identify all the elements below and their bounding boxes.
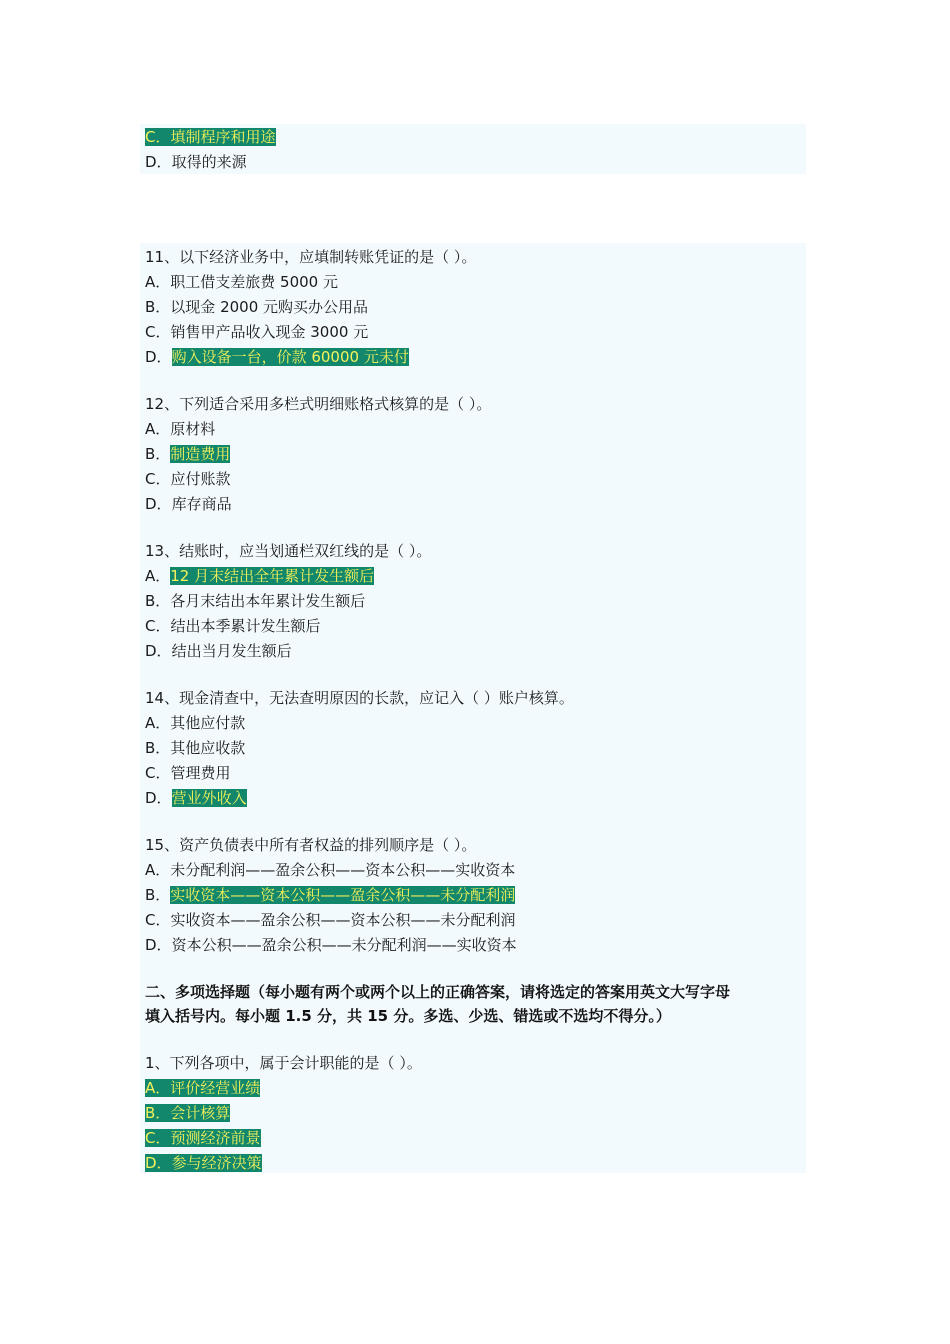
option-prefix: D． bbox=[145, 495, 172, 513]
option-text: 资本公积——盈余公积——未分配利润——实收资本 bbox=[171, 936, 517, 954]
option-prefix: B． bbox=[145, 1104, 171, 1122]
question-13: 13、结账时，应当划通栏双红线的是（ ）。 bbox=[145, 542, 432, 560]
q11-option-c bbox=[145, 320, 368, 344]
q12-option-d bbox=[145, 492, 232, 516]
option-d-top bbox=[145, 150, 247, 174]
q15-option-d bbox=[145, 933, 517, 957]
option-prefix: C． bbox=[145, 128, 171, 146]
answer-highlight: 实收资本——资本公积——盈余公积——未分配利润 bbox=[170, 886, 516, 904]
question-14: 14、现金清查中，无法查明原因的长款，应记入（ ）账户核算。 bbox=[145, 689, 574, 707]
q11-option-d bbox=[145, 345, 409, 369]
q15-option-c bbox=[145, 908, 516, 932]
q14-option-b bbox=[145, 736, 245, 760]
option-prefix: C． bbox=[145, 764, 171, 782]
q14-option-a bbox=[145, 711, 245, 735]
section-heading-line-1: 二、多项选择题（每小题有两个或两个以上的正确答案，请将选定的答案用英文大写字母 bbox=[145, 983, 731, 1001]
q11-option-a bbox=[145, 270, 338, 294]
option-prefix: C． bbox=[145, 617, 171, 635]
question-12: 12、下列适合采用多栏式明细账格式核算的是（ ）。 bbox=[145, 395, 492, 413]
q11-option-b bbox=[145, 295, 368, 319]
option-text: 其他应收款 bbox=[170, 739, 246, 757]
option-text: 原材料 bbox=[170, 420, 216, 438]
q14-option-c bbox=[145, 761, 231, 785]
q14-option-d bbox=[145, 786, 247, 810]
mq1-option-a bbox=[145, 1076, 260, 1100]
option-text: 取得的来源 bbox=[171, 153, 247, 171]
option-text: 各月末结出本年累计发生额后 bbox=[170, 592, 366, 610]
option-prefix: A． bbox=[145, 273, 171, 291]
option-text: 销售甲产品收入现金 3000 元 bbox=[170, 323, 369, 341]
q13-option-b bbox=[145, 589, 365, 613]
q13-option-a bbox=[145, 564, 374, 588]
q13-option-d bbox=[145, 639, 292, 663]
option-prefix: B． bbox=[145, 739, 171, 757]
option-text: 结出本季累计发生额后 bbox=[170, 617, 321, 635]
option-prefix: A． bbox=[145, 861, 171, 879]
option-prefix: B． bbox=[145, 298, 171, 316]
option-c-top bbox=[145, 125, 276, 149]
answer-highlight: 参与经济决策 bbox=[171, 1154, 262, 1172]
mq1-option-b bbox=[145, 1101, 230, 1125]
section-heading-line-2: 填入括号内。每小题 1.5 分，共 15 分。多选、少选、错选或不选均不得分。） bbox=[145, 1007, 671, 1025]
answer-highlight: 12 月末结出全年累计发生额后 bbox=[170, 567, 375, 585]
answer-highlight: 评价经营业绩 bbox=[170, 1079, 261, 1097]
answer-highlight: 购入设备一台，价款 60000 元未付 bbox=[171, 348, 409, 366]
option-text: 结出当月发生额后 bbox=[171, 642, 292, 660]
option-prefix: D． bbox=[145, 153, 172, 171]
option-text: 填制程序和用途 bbox=[170, 128, 276, 146]
option-prefix: D． bbox=[145, 642, 172, 660]
option-prefix: D． bbox=[145, 936, 172, 954]
answer-highlight: 制造费用 bbox=[170, 445, 231, 463]
option-prefix: B． bbox=[145, 445, 171, 463]
option-prefix: A． bbox=[145, 567, 171, 585]
option-text: 以现金 2000 元购买办公用品 bbox=[170, 298, 369, 316]
mq1-option-d bbox=[145, 1151, 262, 1175]
option-prefix: A． bbox=[145, 1079, 171, 1097]
option-prefix: D． bbox=[145, 1154, 172, 1172]
option-text: 管理费用 bbox=[170, 764, 231, 782]
option-prefix: A． bbox=[145, 420, 171, 438]
q12-option-a bbox=[145, 417, 215, 441]
option-text: 未分配利润——盈余公积——资本公积——实收资本 bbox=[170, 861, 516, 879]
option-text: 应付账款 bbox=[170, 470, 231, 488]
option-prefix: D． bbox=[145, 789, 172, 807]
option-prefix: A． bbox=[145, 714, 171, 732]
option-prefix: C． bbox=[145, 323, 171, 341]
q15-option-a bbox=[145, 858, 515, 882]
multi-question-1: 1、下列各项中，属于会计职能的是（ ）。 bbox=[145, 1054, 422, 1072]
answer-highlight: 会计核算 bbox=[170, 1104, 231, 1122]
option-prefix: D． bbox=[145, 348, 172, 366]
option-text: 职工借支差旅费 5000 元 bbox=[170, 273, 338, 291]
option-prefix: B． bbox=[145, 592, 171, 610]
answer-highlight: 营业外收入 bbox=[171, 789, 247, 807]
question-15: 15、资产负债表中所有者权益的排列顺序是（ ）。 bbox=[145, 836, 477, 854]
option-prefix: C． bbox=[145, 470, 171, 488]
q12-option-c bbox=[145, 467, 231, 491]
question-11: 11、以下经济业务中，应填制转账凭证的是（ ）。 bbox=[145, 248, 477, 266]
option-text: 库存商品 bbox=[171, 495, 232, 513]
q12-option-b bbox=[145, 442, 230, 466]
option-prefix: C． bbox=[145, 1129, 171, 1147]
mq1-option-c bbox=[145, 1126, 261, 1150]
option-prefix: C． bbox=[145, 911, 171, 929]
q15-option-b bbox=[145, 883, 515, 907]
option-text: 实收资本——盈余公积——资本公积——未分配利润 bbox=[170, 911, 516, 929]
answer-highlight: 预测经济前景 bbox=[170, 1129, 261, 1147]
q13-option-c bbox=[145, 614, 321, 638]
option-prefix: B． bbox=[145, 886, 171, 904]
section-heading bbox=[145, 980, 805, 1028]
option-text: 其他应付款 bbox=[170, 714, 246, 732]
